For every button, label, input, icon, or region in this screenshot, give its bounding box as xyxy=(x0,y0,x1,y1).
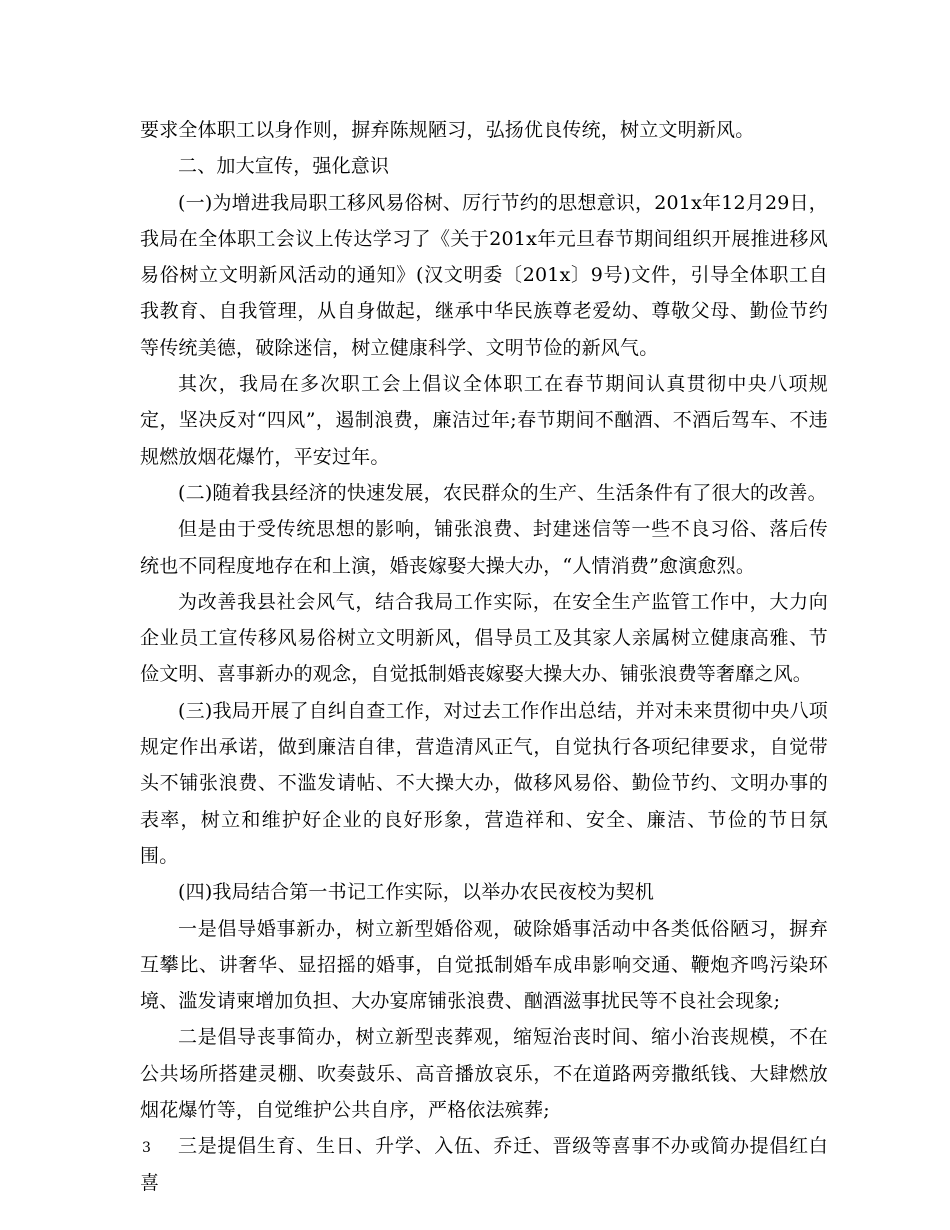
paragraph: (二)随着我县经济的快速发展，农民群众的生产、生活条件有了很大的改善。 xyxy=(178,481,827,504)
document-body xyxy=(140,112,828,1201)
page-number: 3 xyxy=(142,1140,151,1156)
paragraph: (一)为增进我局职工移风易俗树、厉行节约的思想意识，201x年12月29日，我局在全体职工会议上传达学习了《关于201x年元旦春节期间组织开展推进移风易俗树立文明新风活动的通知》(汉文明委〔201x〕9号)文件，引导全体职工自我教育、自我管理，从自身做起，继承中华民族尊老爱幼、尊敬父母、勤俭节约等传统美德，破除迷信，树立健康科学、文明节俭的新风气。 xyxy=(140,191,828,359)
paragraph: 其次，我局在多次职工会上倡议全体职工在春节期间认真贯彻中央八项规定，坚决反对“四风”，遏制浪费，廉洁过年;春节期间不酗酒、不酒后驾车、不违规燃放烟花爆竹，平安过年。 xyxy=(140,373,828,468)
paragraph: 为改善我县社会风气，结合我局工作实际，在安全生产监管工作中，大力向企业员工宣传移风易俗树立文明新风，倡导员工及其家人亲属树立健康高雅、节俭文明、喜事新办的观念，自觉抵制婚丧嫁娶大操大办、铺张浪费等奢靡之风。 xyxy=(140,590,828,686)
paragraph: 二是倡导丧事简办，树立新型丧葬观，缩短治丧时间、缩小治丧规模，不在公共场所搭建灵棚、吹奏鼓乐、高音播放哀乐，不在道路两旁撒纸钱、大肆燃放烟花爆竹等，自觉维护公共自序，严格依法殡葬; xyxy=(140,1026,828,1122)
paragraph: 要求全体职工以身作则，摒弃陈规陋习，弘扬优良传统，树立文明新风。 xyxy=(140,119,755,141)
paragraph: 三是提倡生育、生日、升学、入伍、乔迁、晋级等喜事不办或简办提倡红白喜 xyxy=(140,1135,828,1194)
paragraph: (三)我局开展了自纠自查工作，对过去工作作出总结，并对未来贯彻中央八项规定作出承诺，做到廉洁自律，营造清风正气，自觉执行各项纪律要求，自觉带头不铺张浪费、不滥发请帖、不大操大办，做移风易俗、勤俭节约、文明办事的表率，树立和维护好企业的良好形象，营造祥和、安全、廉洁、节俭的节日氛围。 xyxy=(140,699,828,867)
paragraph: (四)我局结合第一书记工作实际，以举办农民夜校为契机 xyxy=(178,881,655,904)
section-heading: 二、加大宣传，强化意识 xyxy=(178,155,390,178)
paragraph: 但是由于受传统思想的影响，铺张浪费、封建迷信等一些不良习俗、落后传统也不同程度地存在和上演，婚丧嫁娶大操大办，“人情消费”愈演愈烈。 xyxy=(140,518,828,577)
paragraph: 一是倡导婚事新办，树立新型婚俗观，破除婚事活动中各类低俗陋习，摒弃互攀比、讲奢华、显招摇的婚事，自觉抵制婚车成串影响交通、鞭炮齐鸣污染环境、滥发请柬增加负担、大办宴席铺张浪费、酗酒滋事扰民等不良社会现象; xyxy=(140,917,828,1013)
